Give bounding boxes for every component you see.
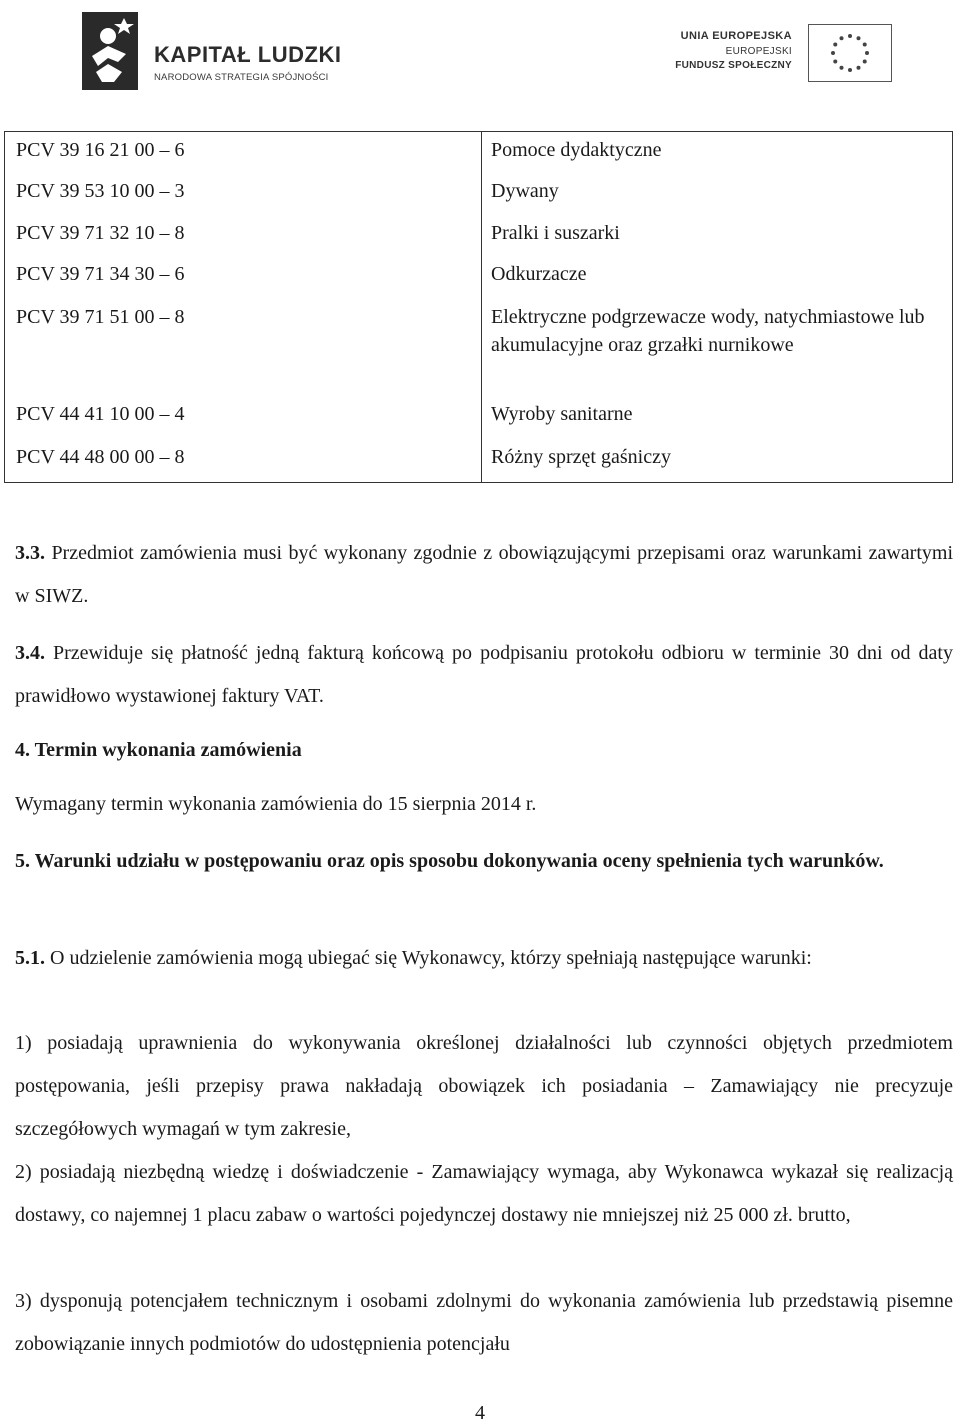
cpv-description: Dywany <box>491 180 559 202</box>
page-number: 4 <box>475 1402 485 1424</box>
section-number: 3.3. <box>15 542 45 564</box>
cpv-code: PCV 39 71 32 10 – 8 <box>16 222 185 244</box>
eu-logo <box>660 20 892 90</box>
eu-star-icon <box>833 60 837 64</box>
eu-logo-line3: FUNDUSZ SPOŁECZNY <box>675 60 792 71</box>
condition-item-3: 3) dysponują potencjałem technicznym i osobami zdolnymi do wykonania zamówienia lub przedstawią pisemne zobowiązanie innych podmiotów do udostępnienia potencjału <box>15 1290 953 1355</box>
eu-star-icon <box>857 36 861 40</box>
section-number: 3.4. <box>15 642 45 664</box>
section-4-text: Wymagany termin wykonania zamówienia do 15 sierpnia 2014 r. <box>15 793 537 815</box>
eu-star-icon <box>865 51 869 55</box>
eu-star-icon <box>848 68 852 72</box>
eu-star-icon <box>857 66 861 70</box>
cpv-code: PCV 39 16 21 00 – 6 <box>16 139 185 161</box>
eu-star-icon <box>863 43 867 47</box>
eu-star-icon <box>831 51 835 55</box>
cpv-code: PCV 39 71 51 00 – 8 <box>16 306 185 328</box>
table-column-divider <box>481 132 482 482</box>
section-3-3 <box>15 532 953 618</box>
eu-star-icon <box>840 36 844 40</box>
section-5-1 <box>15 937 953 980</box>
cpv-code: PCV 39 53 10 00 – 3 <box>16 180 185 202</box>
cpv-description: Elektryczne podgrzewacze wody, natychmiastowe lub akumulacyjne oraz grzałki nurnikowe <box>491 306 925 356</box>
eu-star-icon <box>863 60 867 64</box>
eu-star-icon <box>848 34 852 38</box>
section-text: Przewiduje się płatność jedną fakturą końcową po podpisaniu protokołu odbioru w terminie 30 dni od daty prawidłowo wystawionej faktury VAT. <box>15 642 953 707</box>
eu-logo-line1: UNIA EUROPEJSKA <box>680 30 792 42</box>
section-3-4 <box>15 632 953 718</box>
cpv-code: PCV 44 48 00 00 – 8 <box>16 446 185 468</box>
cpv-description: Pralki i suszarki <box>491 222 620 244</box>
section-text: O udzielenie zamówienia mogą ubiegać się Wykonawcy, którzy spełniają następujące warunki: <box>50 947 812 969</box>
eu-flag-icon <box>808 24 892 82</box>
eu-logo-line2: EUROPEJSKI <box>725 46 792 57</box>
kapital-ludzki-mark-icon <box>78 10 142 94</box>
condition-item-1: 1) posiadają uprawnienia do wykonywania określonej działalności lub czynności objętych przedmiotem postępowania, jeśli przepisy prawa nakładają obowiązek ich posiadania – Zamawiający nie precyzuje szczegółowych wymagań w tym zakresie, <box>15 1032 953 1140</box>
cpv-table <box>4 131 953 483</box>
cpv-description: Różny sprzęt gaśniczy <box>491 446 671 468</box>
eu-star-icon <box>833 43 837 47</box>
section-number: 5.1. <box>15 947 45 969</box>
eu-star-icon <box>840 66 844 70</box>
cpv-description: Pomoce dydaktyczne <box>491 139 662 161</box>
cpv-description: Odkurzacze <box>491 263 587 285</box>
cpv-description: Wyroby sanitarne <box>491 403 633 425</box>
cpv-code: PCV 44 41 10 00 – 4 <box>16 403 185 425</box>
left-logo-title: KAPITAŁ LUDZKI <box>154 42 342 67</box>
section-5-heading: 5. Warunki udziału w postępowaniu oraz opis sposobu dokonywania oceny spełnienia tych warunków. <box>15 850 884 872</box>
left-logo-subtitle: NARODOWA STRATEGIA SPÓJNOŚCI <box>154 72 329 83</box>
section-text: Przedmiot zamówienia musi być wykonany zgodnie z obowiązującymi przepisami oraz warunkami zawartymi w SIWZ. <box>15 542 953 607</box>
section-4-heading: 4. Termin wykonania zamówienia <box>15 739 302 761</box>
cpv-code: PCV 39 71 34 30 – 6 <box>16 263 185 285</box>
condition-item-2: 2) posiadają niezbędną wiedzę i doświadczenie - Zamawiający wymaga, aby Wykonawca wykazał się realizacją dostawy, co najemnej 1 placu zabaw o wartości pojedynczej dostawy nie mniejszej niż 25 000 zł. brutto, <box>15 1161 953 1226</box>
kapital-ludzki-logo <box>78 10 358 94</box>
